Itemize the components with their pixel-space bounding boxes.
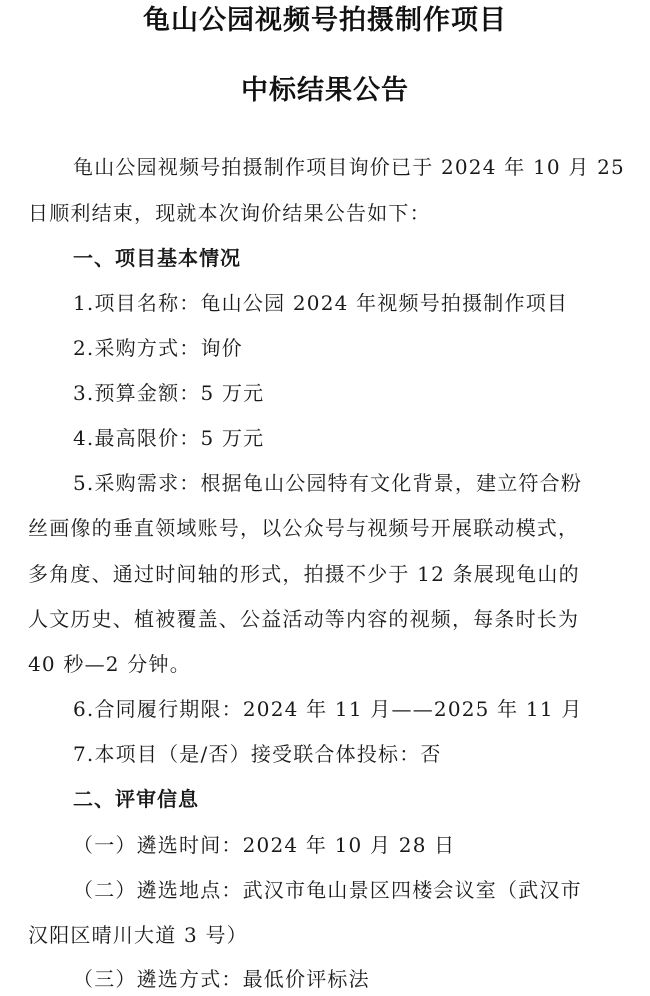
section1-heading: 一、项目基本情况 xyxy=(73,246,241,270)
item-consortium: 7.本项目（是/否）接受联合体投标：否 xyxy=(73,742,442,766)
title-line-1: 龟山公园视频号拍摄制作项目 xyxy=(143,5,507,36)
item-procurement-method: 2.采购方式：询价 xyxy=(73,336,243,360)
title-line-2: 中标结果公告 xyxy=(241,75,409,106)
review-location-line-1: （二）遴选地点：武汉市龟山景区四楼会议室（武汉市 xyxy=(73,878,582,902)
intro-line-1: 龟山公园视频号拍摄制作项目询价已于 2024 年 10 月 25 xyxy=(73,155,625,179)
item-budget: 3.预算金额：5 万元 xyxy=(73,381,265,405)
item-requirements-line-5: 40 秒—2 分钟。 xyxy=(28,652,191,676)
item-contract-period: 6.合同履行期限：2024 年 11 月——2025 年 11 月 xyxy=(73,697,583,721)
item-requirements-line-3: 多角度、通过时间轴的形式，拍摄不少于 12 条展现龟山的 xyxy=(28,562,580,586)
item-requirements-line-4: 人文历史、植被覆盖、公益活动等内容的视频，每条时长为 xyxy=(28,607,580,631)
review-time: （一）遴选时间：2024 年 10 月 28 日 xyxy=(73,833,456,857)
item-project-name: 1.项目名称：龟山公园 2024 年视频号拍摄制作项目 xyxy=(73,291,569,315)
review-location-line-2: 汉阳区晴川大道 3 号） xyxy=(28,923,248,947)
item-max-price: 4.最高限价：5 万元 xyxy=(73,426,265,450)
section2-heading: 二、评审信息 xyxy=(73,787,199,811)
item-requirements-line-2: 丝画像的垂直领域账号，以公众号与视频号开展联动模式， xyxy=(28,516,580,540)
item-requirements-line-1: 5.采购需求：根据龟山公园特有文化背景，建立符合粉 xyxy=(73,471,583,495)
intro-line-2: 日顺利结束，现就本次询价结果公告如下： xyxy=(28,201,431,225)
review-method: （三）遴选方式：最低价评标法 xyxy=(73,967,370,991)
